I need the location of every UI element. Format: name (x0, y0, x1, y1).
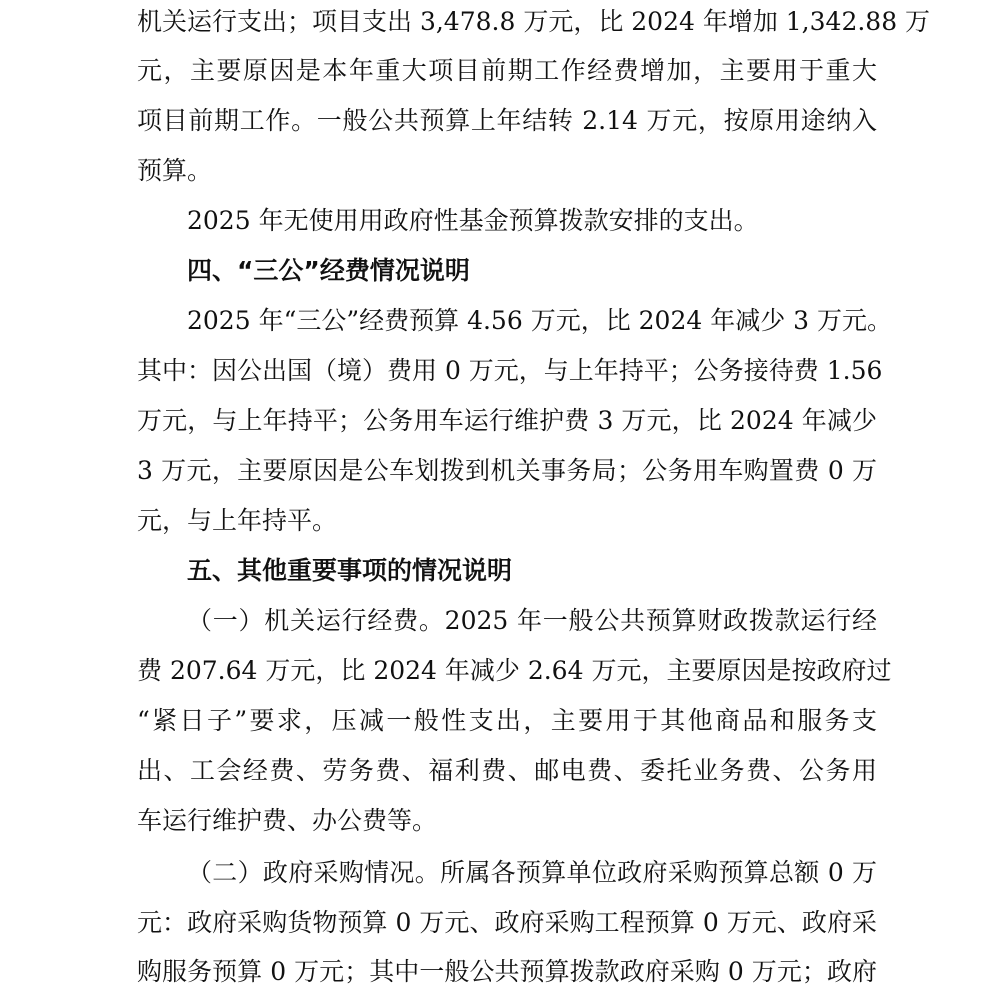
section-heading-five: 五、其他重要事项的情况说明 (187, 556, 513, 585)
paragraph-line: 预算。 (137, 156, 213, 185)
section-heading-four: 四、“三公”经费情况说明 (187, 256, 470, 285)
paragraph-line: 费 207.64 万元，比 2024 年减少 2.64 万元，主要原因是按政府过 (137, 656, 892, 685)
paragraph-line: 元，与上年持平。 (137, 506, 338, 535)
paragraph-line: 元，主要原因是本年重大项目前期工作经费增加，主要用于重大 (137, 56, 877, 85)
paragraph-line: 其中：因公出国（境）费用 0 万元，与上年持平；公务接待费 1.56 (137, 356, 883, 385)
paragraph-line: 元：政府采购货物预算 0 万元、政府采购工程预算 0 万元、政府采 (137, 908, 877, 937)
paragraph-line: 项目前期工作。一般公共预算上年结转 2.14 万元，按原用途纳入 (137, 106, 877, 135)
paragraph-line: “紧日子”要求，压减一般性支出，主要用于其他商品和服务支 (137, 706, 877, 735)
paragraph-line: 购服务预算 0 万元；其中一般公共预算拨款政府采购 0 万元；政府 (137, 957, 877, 986)
paragraph-line: 车运行维护费、办公费等。 (137, 806, 438, 835)
paragraph-line: 3 万元，主要原因是公车划拨到机关事务局；公务用车购置费 0 万 (137, 456, 877, 485)
paragraph-line: 2025 年“三公”经费预算 4.56 万元，比 2024 年减少 3 万元。 (187, 306, 893, 335)
paragraph-line: （二）政府采购情况。所属各预算单位政府采购预算总额 0 万 (187, 858, 877, 887)
paragraph-line: 万元，与上年持平；公务用车运行维护费 3 万元，比 2024 年减少 (137, 406, 877, 435)
paragraph-line: （一）机关运行经费。2025 年一般公共预算财政拨款运行经 (187, 606, 877, 635)
paragraph-line: 2025 年无使用用政府性基金预算拨款安排的支出。 (187, 206, 759, 235)
paragraph-line: 出、工会经费、劳务费、福利费、邮电费、委托业务费、公务用 (137, 756, 877, 785)
paragraph-line: 机关运行支出；项目支出 3,478.8 万元，比 2024 年增加 1,342.88 万 (137, 7, 931, 36)
